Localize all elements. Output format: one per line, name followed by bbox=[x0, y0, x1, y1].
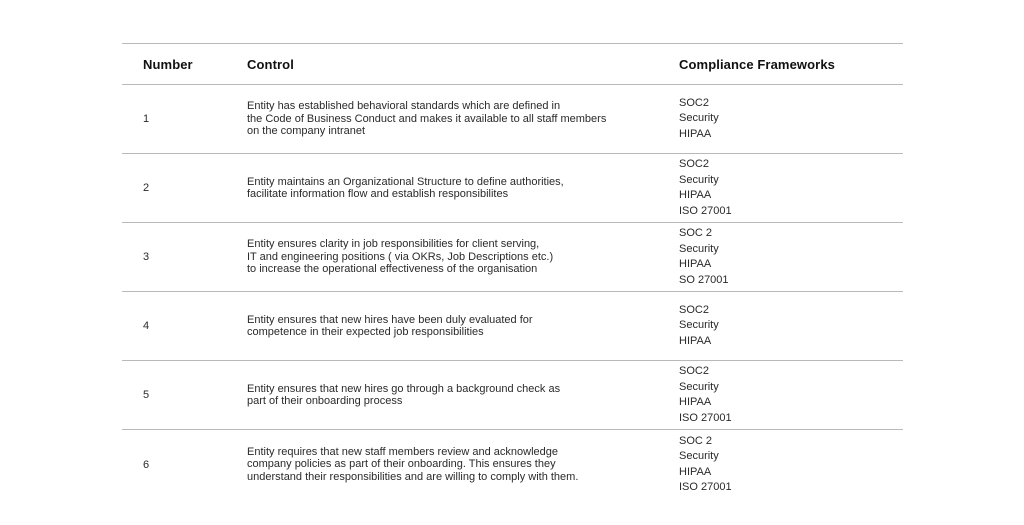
header-control-label: Control bbox=[247, 56, 294, 72]
row-control-cell bbox=[247, 223, 667, 291]
row-control-text: Entity maintains an Organizational Structure to define authorities, facilitate information flow and establish responsibilites bbox=[247, 175, 564, 200]
row-frameworks-cell bbox=[679, 361, 899, 429]
row-frameworks-list: SOC 2 Security HIPAA ISO 27001 bbox=[679, 434, 732, 493]
row-control-text: Entity ensures clarity in job responsibilities for client serving, IT and engineering positions ( via OKRs, Job Descriptions etc.) to increase the operational effectiveness of the organisation bbox=[247, 238, 554, 276]
row-number: 4 bbox=[143, 320, 150, 332]
row-control-cell bbox=[247, 430, 667, 499]
header-cell-control bbox=[247, 44, 667, 84]
row-frameworks-cell bbox=[679, 223, 899, 291]
table-row bbox=[122, 223, 903, 292]
row-frameworks-cell bbox=[679, 154, 899, 222]
row-number-cell bbox=[143, 361, 233, 429]
row-number: 2 bbox=[143, 182, 150, 194]
row-frameworks-list: SOC 2 Security HIPAA SO 27001 bbox=[679, 227, 729, 286]
table-row bbox=[122, 85, 903, 154]
row-number: 1 bbox=[143, 113, 150, 125]
header-frameworks-label: Compliance Frameworks bbox=[679, 56, 835, 72]
row-number: 3 bbox=[143, 251, 150, 263]
row-frameworks-cell bbox=[679, 85, 899, 153]
row-control-cell bbox=[247, 154, 667, 222]
row-number-cell bbox=[143, 223, 233, 291]
table-row bbox=[122, 430, 903, 499]
row-number-cell bbox=[143, 292, 233, 360]
row-frameworks-list: SOC2 Security HIPAA bbox=[679, 303, 719, 347]
row-frameworks-cell bbox=[679, 292, 899, 360]
row-control-cell bbox=[247, 85, 667, 153]
row-control-cell bbox=[247, 361, 667, 429]
row-number: 6 bbox=[143, 458, 150, 471]
table-header-row bbox=[122, 44, 903, 85]
row-frameworks-list: SOC2 Security HIPAA ISO 27001 bbox=[679, 158, 732, 217]
row-control-text: Entity has established behavioral standards which are defined in the Code of Business Conduct and makes it available to all staff members on the company intranet bbox=[247, 100, 607, 138]
header-cell-number bbox=[143, 44, 233, 84]
row-control-text: Entity ensures that new hires have been duly evaluated for competence in their expected job responsibilities bbox=[247, 313, 533, 338]
row-frameworks-list: SOC2 Security HIPAA bbox=[679, 96, 719, 140]
row-control-text: Entity ensures that new hires go through a background check as part of their onboarding process bbox=[247, 382, 561, 407]
row-frameworks-list: SOC2 Security HIPAA ISO 27001 bbox=[679, 365, 732, 424]
header-cell-frameworks bbox=[679, 44, 899, 84]
row-number-cell bbox=[143, 154, 233, 222]
table-row bbox=[122, 361, 903, 430]
row-control-cell bbox=[247, 292, 667, 360]
row-number: 5 bbox=[143, 389, 150, 401]
row-control-text: Entity requires that new staff members review and acknowledge company policies as part of their onboarding. This ensures they understand their responsibilities and are willing to comply with them. bbox=[247, 445, 579, 483]
header-number-label: Number bbox=[143, 56, 193, 72]
row-frameworks-cell bbox=[679, 430, 899, 499]
table-row bbox=[122, 154, 903, 223]
row-number-cell bbox=[143, 430, 233, 499]
controls-table bbox=[122, 43, 903, 499]
row-number-cell bbox=[143, 85, 233, 153]
table-row bbox=[122, 292, 903, 361]
